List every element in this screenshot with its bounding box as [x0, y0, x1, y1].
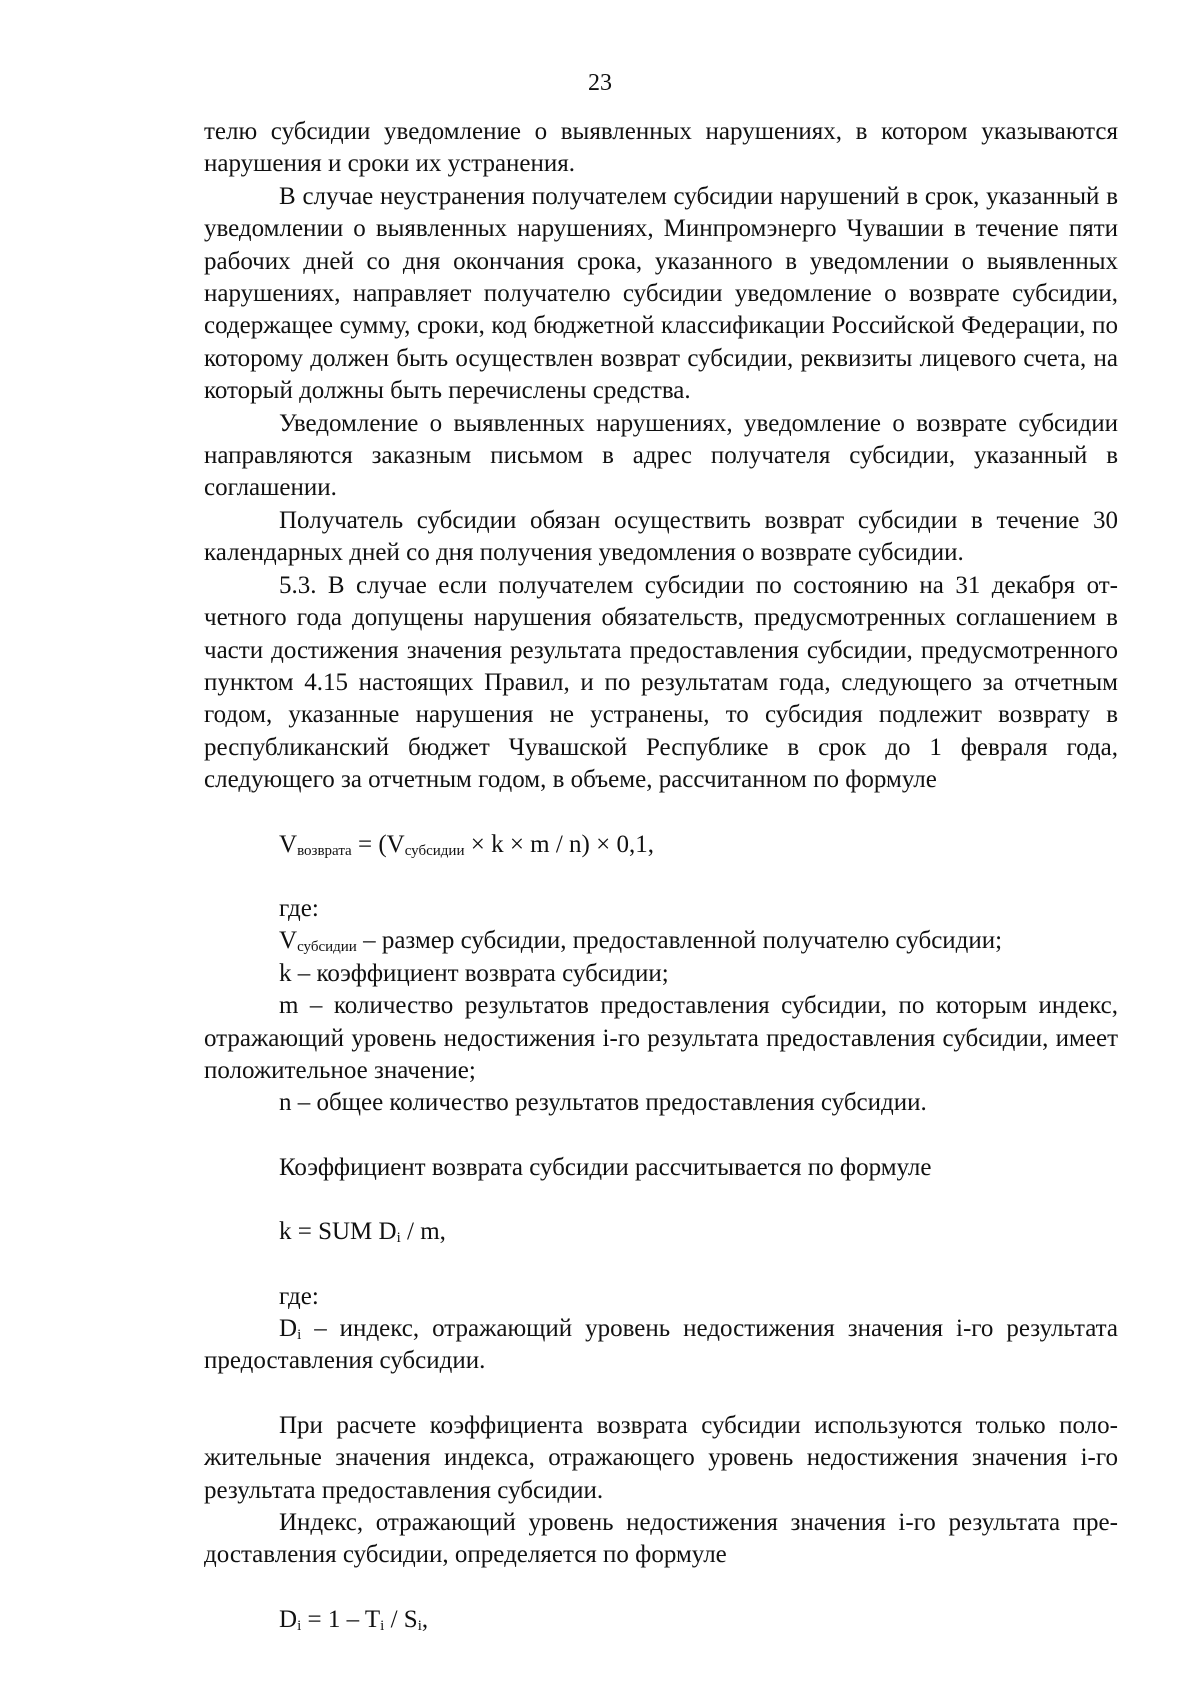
definition-v-subsidy	[204, 925, 1118, 957]
formula-part: = (V	[351, 830, 405, 858]
formula-symbol: D	[279, 1315, 298, 1342]
definition-m: m – количество результатов предоставления субсидии, по которым индекс, отражающий уровень недостижения i-го результата предоставления субсидии, имеет положительное значение;	[204, 992, 1118, 1084]
formula-subscript: i	[297, 1327, 302, 1343]
formula-subscript: i	[297, 1617, 302, 1634]
formula-part: = 1 – T	[301, 1605, 381, 1633]
formula-part: / S	[384, 1605, 418, 1633]
definition-d	[204, 1313, 1118, 1378]
definition-k: k – коэффициент возврата субсидии;	[279, 959, 669, 987]
formula-part: / m,	[400, 1218, 446, 1246]
definition-n: n – общее количество результатов предоставления субсидии.	[279, 1089, 927, 1117]
document-body	[204, 116, 1118, 1636]
paragraph-positive-values: При расчете коэффициента возврата субсидии используются только положительные значения индекса, отражающего уровень недостижения значения i-го результата предоставления субсидии.	[204, 1411, 1118, 1504]
paragraph-index-intro: Индекс, отражающий уровень недостижения значения i-го результата предоставления субсидии, определяется по формуле	[204, 1509, 1118, 1569]
page-number: 23	[588, 70, 612, 96]
formula-subscript: субсидии	[297, 939, 357, 956]
formula-symbol: V	[279, 830, 298, 858]
formula-subscript: i	[396, 1230, 401, 1247]
formula-subscript: i	[417, 1617, 422, 1634]
where-label: где:	[279, 894, 319, 922]
formula-subscript: i	[380, 1617, 385, 1634]
definition-text: – размер субсидии, предоставленной получателю субсидии;	[356, 927, 1003, 955]
formula-coefficient	[204, 1216, 1118, 1248]
formula-refund-volume	[204, 829, 1118, 861]
formula-part: ,	[421, 1605, 429, 1633]
paragraph-continuation: телю субсидии уведомление о выявленных нарушениях, в котором указываются нарушения и сроки их устранения.	[204, 118, 1118, 178]
formula-symbol: D	[279, 1605, 298, 1633]
formula-index	[204, 1604, 1118, 1636]
paragraph-refund-deadline: Получатель субсидии обязан осуществить возврат субсидии в течение 30 календарных дней со дня получения уведомления о возврате субсидии.	[204, 506, 1118, 567]
formula-subscript: субсидии	[404, 842, 465, 859]
formula-symbol: V	[279, 927, 298, 955]
paragraph-violation-notice: В случае неустранения получателем субсидии нарушений в срок, указанный в уведомлении о выявленных нарушениях, Минпромэнерго Чувашии в течение пяти рабочих дней со дня окончания срока, указанного в уведомлении о выявленных нарушениях, направляет получателю субсидии уведомление о возврате субсидии, содержащее сумму, сроки, код бюджетной классификации Российской Федерации, по которому должен быть осуществлен возврат субсидии, реквизиты лицевого счета, на который должны быть перечислены средства.	[204, 182, 1118, 405]
paragraph-coefficient-intro: Коэффициент возврата субсидии рассчитывается по формуле	[279, 1153, 932, 1181]
formula-part: × k × m / n) × 0,1,	[464, 830, 654, 858]
where-label: где:	[279, 1282, 319, 1310]
definition-text: – индекс, отражающий уровень недостижения значения i-го результата предоставления субсидии.	[204, 1315, 1118, 1375]
formula-part: k = SUM D	[279, 1218, 397, 1246]
formula-subscript: возврата	[297, 842, 352, 859]
paragraph-notice-delivery: Уведомление о выявленных нарушениях, уведомление о возврате субсидии направляются заказным письмом в адрес получателя субсидии, указанный в соглашении.	[204, 409, 1118, 502]
paragraph-5-3: 5.3. В случае если получателем субсидии по состоянию на 31 декабря отчетного года допущены нарушения обязательств, предусмотренных соглашением в части достижения значения результата предоставления субсидии, предусмотренного пунктом 4.15 настоящих Правил, и по результатам года, следующего за отчетным годом, указанные нарушения не устранены, то субсидия подлежит возврату в республиканский бюджет Чувашской Республике в срок до 1 февраля года, следующего за отчетным годом, в объеме, рассчитанном по формуле	[204, 571, 1118, 794]
